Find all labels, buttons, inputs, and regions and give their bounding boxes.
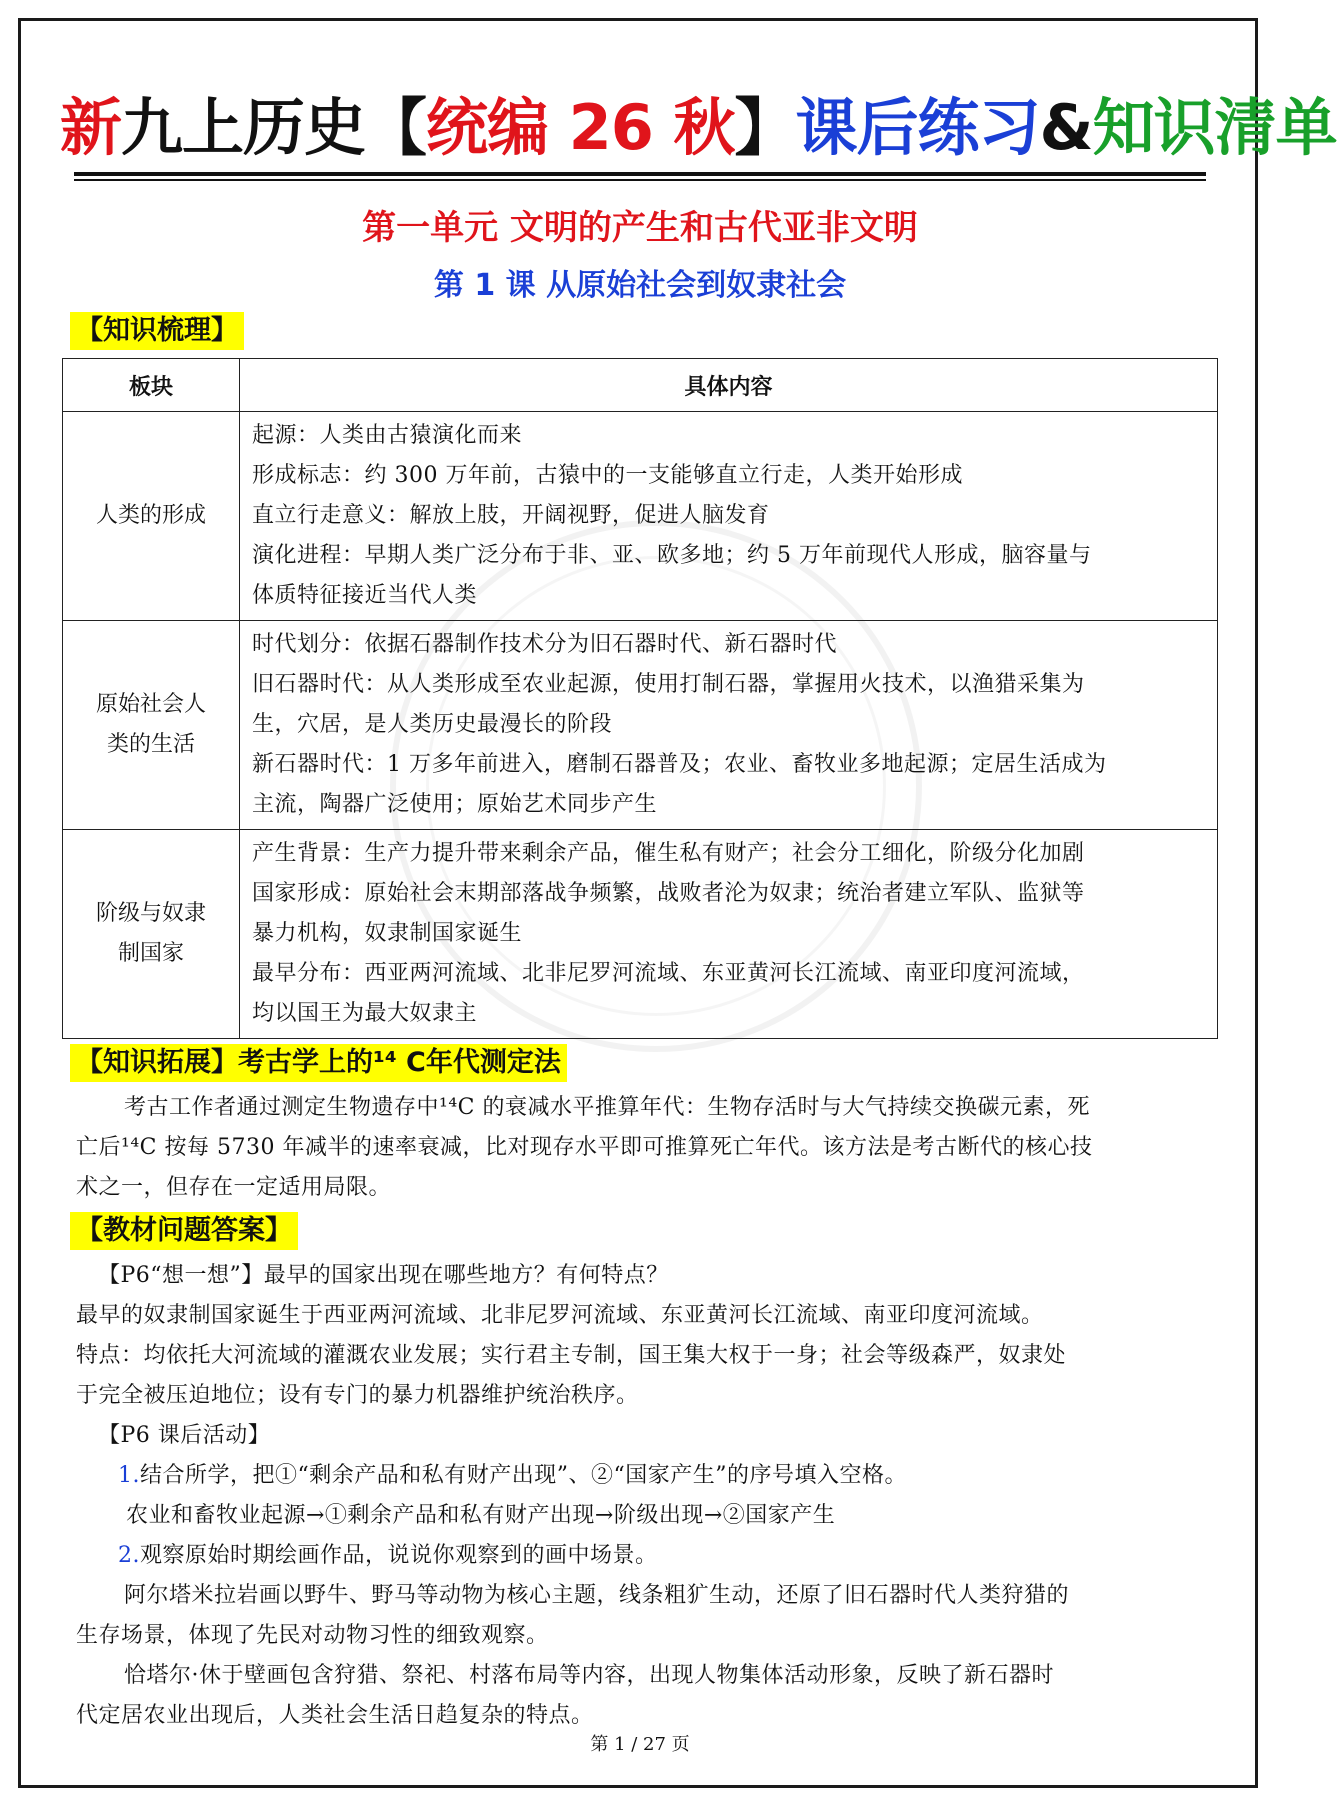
table-row: [63, 830, 1218, 1039]
answer-line: 特点：均依托大河流域的灌溉农业发展；实行君主专制，国王集大权于一身；社会等级森严，奴隶处: [76, 1343, 1067, 1368]
item-text: 观察原始时期绘画作品，说说你观察到的画中场景。: [140, 1543, 658, 1568]
extension-line: 亡后¹⁴C 按每 5730 年减半的速率衰减，比对现存水平即可推算死亡年代。该方法是考古断代的核心技: [76, 1135, 1093, 1160]
content-line: 国家形成：原始社会末期部落战争频繁，战败者沦为奴隶；统治者建立军队、监狱等: [252, 881, 1085, 906]
answer-line: 于完全被压迫地位；设有专门的暴力机器维护统治秩序。: [76, 1383, 639, 1408]
row-content: [240, 621, 1218, 830]
content-line: 时代划分：依据石器制作技术分为旧石器时代、新石器时代: [252, 632, 838, 657]
title-part-exercises: 课后练习: [795, 91, 1040, 164]
content-line: 暴力机构，奴隶制国家诞生: [252, 921, 523, 946]
title-rule-thin: [74, 179, 1206, 181]
row-content: [240, 412, 1218, 621]
activity-answer-line: 恰塔尔·休于壁画包含狩猎、祭祀、村落布局等内容，出现人物集体活动形象，反映了新石器时: [124, 1663, 1054, 1688]
section-answers-heading: 【教材问题答案】: [70, 1212, 298, 1250]
activity-answer: 农业和畜牧业起源→①剩余产品和私有财产出现→阶级出现→②国家产生: [126, 1503, 836, 1528]
activity-item-1: [118, 1456, 907, 1496]
row-label: [63, 830, 240, 1039]
content-line: 产生背景：生产力提升带来剩余产品，催生私有财产；社会分工细化，阶级分化加剧: [252, 841, 1085, 866]
title-part-amp: &: [1039, 91, 1093, 164]
content-line: 起源：人类由古猿演化而来: [252, 423, 523, 448]
row-label: [63, 621, 240, 830]
table-header-row: [63, 359, 1218, 412]
item-number: 2.: [118, 1543, 140, 1568]
row-label-line: 人类的形成: [95, 503, 206, 528]
activity-item-2: [118, 1536, 658, 1576]
row-label: [63, 412, 240, 621]
question-title: 【P6“想一想”】最早的国家出现在哪些地方？有何特点？: [98, 1263, 669, 1288]
table-header-block: 板块: [63, 359, 240, 412]
title-part-edition: 统编 26 秋: [426, 91, 735, 164]
row-label-line: 阶级与奴隶: [95, 901, 206, 926]
answer-line: 最早的奴隶制国家诞生于西亚两河流域、北非尼罗河流域、东亚黄河长江流域、南亚印度河流域。: [76, 1303, 1044, 1328]
activity-answer-line: 生存场景，体现了先民对动物习性的细致观察。: [76, 1623, 549, 1648]
table-row: [63, 412, 1218, 621]
page-title: [60, 88, 1337, 168]
table-header-content: 具体内容: [240, 359, 1218, 412]
knowledge-table: [62, 358, 1218, 1039]
content-line: 最早分布：西亚两河流域、北非尼罗河流域、东亚黄河长江流域、南亚印度河流域，: [252, 961, 1085, 986]
item-number: 1.: [118, 1463, 140, 1488]
content-line: 旧石器时代：从人类形成至农业起源，使用打制石器，掌握用火技术，以渔猎采集为: [252, 672, 1085, 697]
section-knowledge-heading: 【知识梳理】: [70, 312, 244, 350]
content-line: 演化进程：早期人类广泛分布于非、亚、欧多地；约 5 万年前现代人形成，脑容量与: [252, 543, 1092, 568]
title-part-xin: 新: [60, 91, 122, 164]
row-label-line: 原始社会人: [95, 692, 206, 717]
row-label-line: 制国家: [117, 941, 184, 966]
content-line: 均以国王为最大奴隶主: [252, 1001, 478, 1026]
title-part-subject: 九上历史【: [121, 91, 427, 164]
unit-heading: 第一单元 文明的产生和古代亚非文明: [362, 208, 918, 248]
title-part-checklist: 知识清单: [1092, 91, 1337, 164]
content-line: 新石器时代：1 万多年前进入，磨制石器普及；农业、畜牧业多地起源；定居生活成为: [252, 752, 1107, 777]
section-extension-heading: 【知识拓展】考古学上的¹⁴ C年代测定法: [70, 1044, 567, 1082]
row-content: [240, 830, 1218, 1039]
extension-line: 考古工作者通过测定生物遗存中¹⁴C 的衰减水平推算年代：生物存活时与大气持续交换碳元素，死: [124, 1095, 1090, 1120]
activity-answer-line: 代定居农业出现后，人类社会生活日趋复杂的特点。: [76, 1703, 594, 1728]
content-line: 主流，陶器广泛使用；原始艺术同步产生: [252, 792, 658, 817]
item-text: 结合所学，把①“剩余产品和私有财产出现”、②“国家产生”的序号填入空格。: [140, 1463, 907, 1488]
activity-title: 【P6 课后活动】: [98, 1423, 271, 1448]
content-line: 直立行走意义：解放上肢，开阔视野，促进人脑发育: [252, 503, 770, 528]
table-row: [63, 621, 1218, 830]
content-line: 体质特征接近当代人类: [252, 583, 478, 608]
title-part-bracket: 】: [734, 91, 796, 164]
content-line: 生，穴居，是人类历史最漫长的阶段: [252, 712, 613, 737]
lesson-heading: 第 1 课 从原始社会到奴隶社会: [433, 268, 847, 303]
extension-line: 术之一，但存在一定适用局限。: [76, 1175, 392, 1200]
row-label-line: 类的生活: [106, 732, 195, 757]
page-number: 第 1 / 27 页: [590, 1734, 690, 1755]
content-line: 形成标志：约 300 万年前，古猿中的一支能够直立行走，人类开始形成: [252, 463, 963, 488]
activity-answer-line: 阿尔塔米拉岩画以野牛、野马等动物为核心主题，线条粗犷生动，还原了旧石器时代人类狩猎的: [124, 1583, 1070, 1608]
title-rule-thick: [74, 172, 1206, 176]
